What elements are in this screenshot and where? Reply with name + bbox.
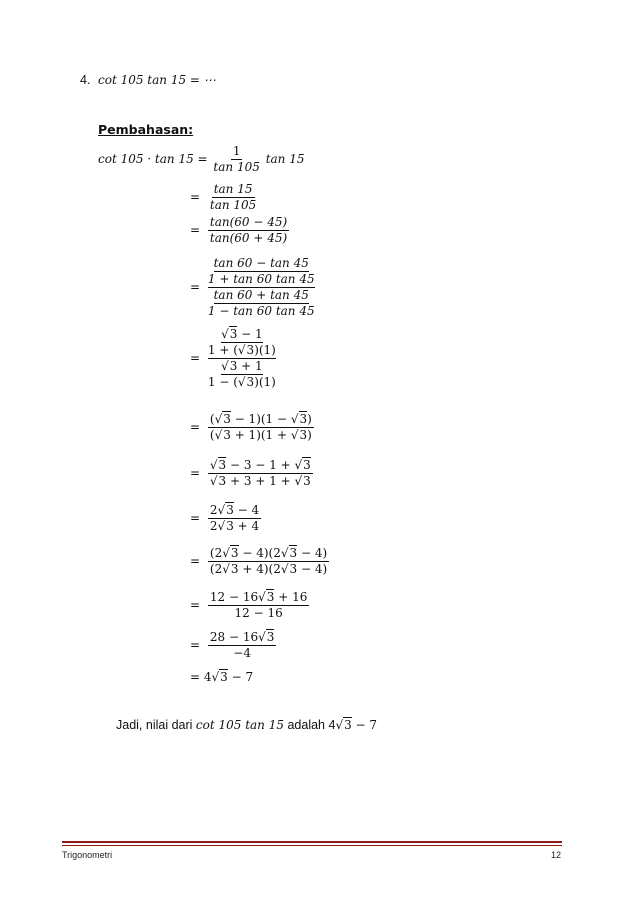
section-title: Pembahasan: [98,122,194,137]
footer-title: Trigonometri [62,850,113,860]
page-number: 12 [551,850,562,860]
conclusion: Jadi, nilai dari cot 105 tan 15 adalah 4√3 − 7 [116,718,378,732]
step-6: = $\frac{√3 - 3 - 1 + √3}{√3 + 3 + 1 + √3}$ [190,458,311,488]
step-0-fraction: $\frac{1}{\tan 105}$ [213,144,260,174]
footer-rule [62,841,562,843]
step-8: = $\frac{(2√3 - 4)(2√3 - 4)}{(2√3 + 4)(2√3 - 4)}$ [190,546,328,576]
step-0-tail: tan 15 [265,152,305,166]
step-4: = $\frac{\frac{√3 - 1}{1 + (√3)(1)}}{\frac{√3 + 1}{1 - (√3)(1)}}$ [190,327,276,389]
step-2: = $\frac{\tan(60 - 45)}{\tan(60 + 45)}$ [190,215,288,245]
question-number: 4. [80,73,91,87]
step-11: = 4√3 − 7 [190,670,254,684]
step-9: = $\frac{12 - 16√3 + 16}{12 - 16}$ [190,590,308,620]
step-5: = $\frac{(√3 - 1)(1 - √3)}{(√3 + 1)(1 + √3)}$ [190,412,312,442]
step-7: = $\frac{2√3 - 4}{2√3 + 4}$ [190,503,260,533]
footer-rule-thin [62,845,562,846]
question-expression: cot 105 tan 15 = ⋯ [98,73,216,87]
step-0-left: cot 105 · tan 15 = [98,152,208,166]
step-3: = $\frac{\frac{\tan 60 - \tan 45}{1 + \tan 60 \tan 45}}{\frac{\tan 60 + \tan 45}{1 - \tan 60 \tan 45}}$ [190,256,315,318]
step-10: = $\frac{28 - 16√3}{-4}$ [190,630,275,660]
step-1: = $\frac{\tan 15}{\tan 105}$ [190,182,257,212]
step-0 [98,144,304,175]
